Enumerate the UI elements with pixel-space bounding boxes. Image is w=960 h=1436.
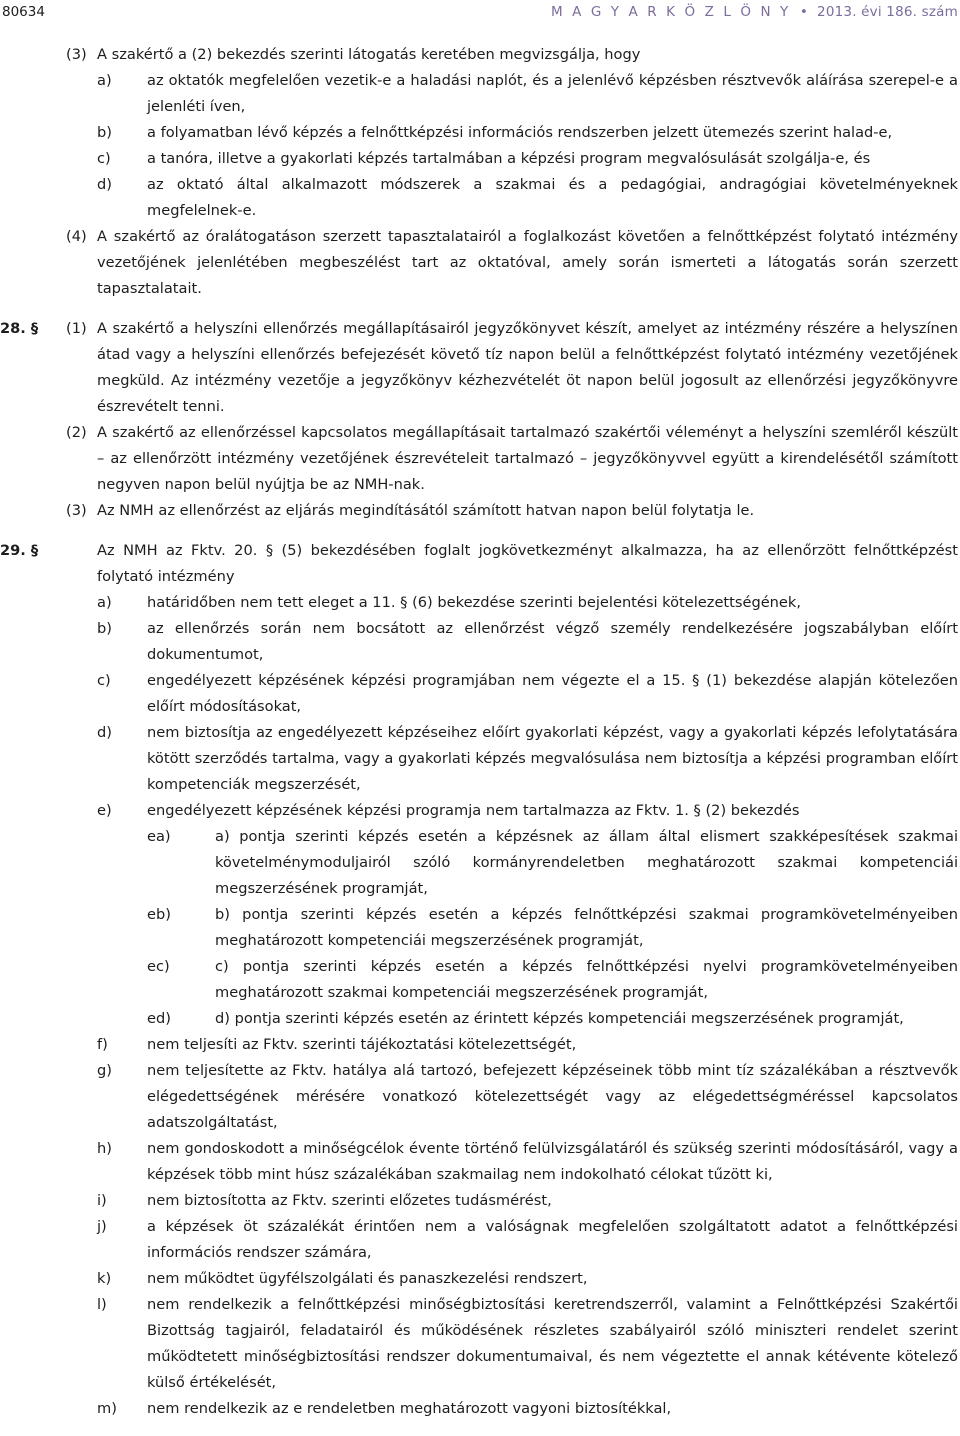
item-label: g) xyxy=(97,1062,112,1079)
item-text: a képzések öt százalékát érintően nem a valóságnak megfelelően szolgáltatott adatot a felnőttképzési információs rendszer számára, xyxy=(147,1218,958,1261)
item-text: nem biztosítja az engedélyezett képzéseihez előírt gyakorlati képzést, vagy a gyakorlati képzés lefolytatására kötött szerződés tartalma, vagy a gyakorlati képzés megvalósulása nem biztosítja a képzési programban előírt kompetenciák megszerzését, xyxy=(147,724,958,793)
section-number: 29. § xyxy=(0,542,39,559)
issue-number: 2013. évi 186. szám xyxy=(817,4,958,20)
item-label: d) xyxy=(97,724,112,741)
item-text: az oktatók megfelelően vezetik-e a haladási naplót, és a jelenlévő képzésben résztvevők aláírása szerepel-e a jelenléti íven, xyxy=(147,72,958,115)
list-item xyxy=(0,1266,960,1292)
sub-item-text: a) pontja szerinti képzés esetén a képzésnek az állam által elismert szakképesítések szakmai követelménymoduljairól szóló kormányrendeletben meghatározott szakmai kompetenciái megszerzésének programját, xyxy=(215,828,958,897)
sub-list-item xyxy=(0,902,960,954)
list-item xyxy=(0,120,960,146)
sub-item-label: ec) xyxy=(147,958,170,975)
sub-item-label: ed) xyxy=(147,1010,171,1027)
section-28-paragraph-3 xyxy=(0,498,960,524)
document-body xyxy=(0,42,960,1422)
item-text: az oktató által alkalmazott módszerek a szakmai és a pedagógiai, andragógiai követelményeknek megfelelnek-e. xyxy=(147,176,958,219)
page-header xyxy=(0,0,960,24)
list-item xyxy=(0,1188,960,1214)
list-item xyxy=(0,1032,960,1058)
sub-item-label: ea) xyxy=(147,828,171,845)
list-item xyxy=(0,668,960,720)
list-item xyxy=(0,68,960,120)
item-text: a tanóra, illetve a gyakorlati képzés tartalmában a képzési program megvalósulását szolgálja-e, és xyxy=(147,150,871,167)
sub-list-item xyxy=(0,1006,960,1032)
publication-info xyxy=(551,0,958,24)
section-29-intro xyxy=(0,538,960,590)
section-28-paragraph-1 xyxy=(0,316,960,420)
item-label: h) xyxy=(97,1140,112,1157)
item-text: határidőben nem tett eleget a 11. § (6) bekezdése szerinti bejelentési kötelezettségének, xyxy=(147,594,802,611)
sub-item-label: eb) xyxy=(147,906,171,923)
item-text: nem rendelkezik az e rendeletben meghatározott vagyoni biztosítékkal, xyxy=(147,1400,672,1417)
list-item xyxy=(0,798,960,824)
section-28-paragraph-2 xyxy=(0,420,960,498)
list-item xyxy=(0,1396,960,1422)
item-label: c) xyxy=(97,672,111,689)
paragraph-number: (3) xyxy=(66,502,87,519)
paragraph-text: A szakértő a (2) bekezdés szerinti látogatás keretében megvizsgálja, hogy xyxy=(97,46,641,63)
separator-dot: • xyxy=(799,4,809,20)
item-text: a folyamatban lévő képzés a felnőttképzési információs rendszerben jelzett ütemezés szerint halad-e, xyxy=(147,124,893,141)
list-item xyxy=(0,146,960,172)
sub-list-item xyxy=(0,954,960,1006)
item-text: nem biztosította az Fktv. szerinti előzetes tudásmérést, xyxy=(147,1192,552,1209)
item-label: a) xyxy=(97,594,112,611)
item-label: m) xyxy=(97,1400,117,1417)
item-label: e) xyxy=(97,802,112,819)
list-item xyxy=(0,1292,960,1396)
item-text: az ellenőrzés során nem bocsátott az ellenőrzést végző személy rendelkezésére jogszabályban előírt dokumentumot, xyxy=(147,620,958,663)
item-text: nem gondoskodott a minőségcélok évente történő felülvizsgálatáról és szükség szerinti módosításáról, vagy a képzések több mint húsz százalékában szakmailag nem indokolható célokat tűzött ki, xyxy=(147,1140,958,1183)
paragraph-number: (3) xyxy=(66,46,87,63)
paragraph-text: Az NMH az Fktv. 20. § (5) bekezdésében foglalt jogkövetkezményt alkalmazza, ha az ellenőrzött felnőttképzést folytató intézmény xyxy=(97,542,958,585)
paragraph-27-3 xyxy=(0,42,960,68)
item-label: c) xyxy=(97,150,111,167)
paragraph-text: A szakértő az óralátogatáson szerzett tapasztalatairól a foglalkozást követően a felnőttképzést folytató intézmény vezetőjének jelenlétében megbeszélést tart az oktatóval, amely során ismerteti a látogatás során szerzett tapasztalatait. xyxy=(97,228,958,297)
item-label: l) xyxy=(97,1296,107,1313)
list-item xyxy=(0,616,960,668)
list-item xyxy=(0,590,960,616)
item-label: d) xyxy=(97,176,112,193)
paragraph-number: (2) xyxy=(66,424,87,441)
sub-list-item xyxy=(0,824,960,902)
page-number: 80634 xyxy=(2,4,45,20)
sub-item-text: d) pontja szerinti képzés esetén az érintett képzés kompetenciái megszerzésének programját, xyxy=(215,1010,904,1027)
item-text: nem rendelkezik a felnőttképzési minőségbiztosítási keretrendszerről, valamint a Felnőttképzési Szakértői Bizottság tagjairól, feladatairól és működésének részletes szabályairól szóló miniszteri rendelet szerint működtetett minőségbiztosítási rendszer dokumentumaival, és nem végeztette el annak kétévente kötelező külső értékelését, xyxy=(147,1296,958,1391)
item-text: nem működtet ügyfélszolgálati és panaszkezelési rendszert, xyxy=(147,1270,588,1287)
item-label: b) xyxy=(97,620,112,637)
paragraph-27-4 xyxy=(0,224,960,302)
item-text: engedélyezett képzésének képzési programjában nem végezte el a 15. § (1) bekezdése alapján kötelezően előírt módosításokat, xyxy=(147,672,958,715)
list-item xyxy=(0,1214,960,1266)
item-label: b) xyxy=(97,124,112,141)
item-text: nem teljesítette az Fktv. hatálya alá tartozó, befejezett képzéseinek több mint tíz százalékában a résztvevők elégedettségének mérésére vonatkozó kötelezettségét vagy az elégedettségméréssel kapcsolatos adatszolgáltatást, xyxy=(147,1062,958,1131)
list-item xyxy=(0,172,960,224)
item-label: k) xyxy=(97,1270,112,1287)
sub-item-text: c) pontja szerinti képzés esetén a képzés felnőttképzési nyelvi programkövetelményeiben meghatározott szakmai kompetenciái megszerzésének programját, xyxy=(215,958,958,1001)
section-number: 28. § xyxy=(0,320,39,337)
paragraph-text: A szakértő a helyszíni ellenőrzés megállapításairól jegyzőkönyvet készít, amelyet az intézmény részére a helyszínen átad vagy a helyszíni ellenőrzés befejezését követő tíz napon belül a felnőttképzést folytató intézmény vezetőjének megküld. Az intézmény vezetője a jegyzőkönyv kézhezvételét öt napon belül jogosult az ellenőrzési jegyzőkönyvre észrevételt tenni. xyxy=(97,320,958,415)
sub-item-text: b) pontja szerinti képzés esetén a képzés felnőttképzési szakmai programkövetelményeiben meghatározott kompetenciái megszerzésének programját, xyxy=(215,906,958,949)
item-label: a) xyxy=(97,72,112,89)
item-label: f) xyxy=(97,1036,108,1053)
paragraph-text: A szakértő az ellenőrzéssel kapcsolatos megállapításait tartalmazó szakértői véleményt a helyszíni szemléről készült – az ellenőrzött intézmény vezetőjének észrevételeit tartalmazó – jegyzőkönyvvel együtt a kirendelésétől számított negyven napon belül nyújtja be az NMH-nak. xyxy=(97,424,958,493)
item-text: nem teljesíti az Fktv. szerinti tájékoztatási kötelezettségét, xyxy=(147,1036,577,1053)
item-label: j) xyxy=(97,1218,107,1235)
item-text: engedélyezett képzésének képzési programja nem tartalmazza az Fktv. 1. § (2) bekezdés xyxy=(147,802,800,819)
paragraph-number: (1) xyxy=(66,320,87,337)
paragraph-text: Az NMH az ellenőrzést az eljárás megindításától számított hatvan napon belül folytatja le. xyxy=(97,502,755,519)
item-label: i) xyxy=(97,1192,107,1209)
list-item xyxy=(0,720,960,798)
journal-title: M A G Y A R K Ö Z L Ö N Y xyxy=(550,4,791,20)
paragraph-number: (4) xyxy=(66,228,87,245)
list-item xyxy=(0,1136,960,1188)
list-item xyxy=(0,1058,960,1136)
